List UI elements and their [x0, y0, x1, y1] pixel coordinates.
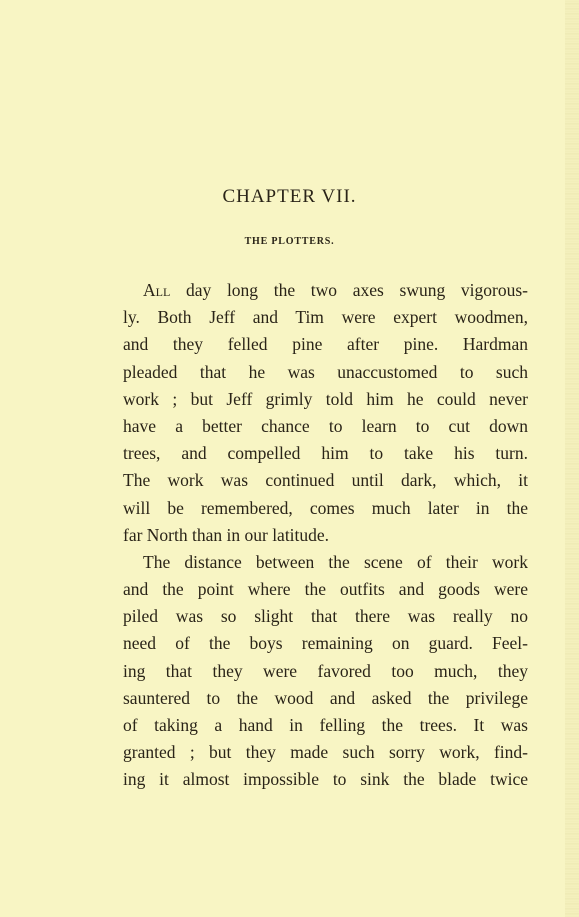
text-line: The work was continued until dark, which, it: [123, 470, 528, 491]
text-line: ly. Both Jeff and Tim were expert woodmen,: [123, 307, 528, 328]
chapter-title: CHAPTER VII.: [222, 186, 357, 207]
text-line: of taking a hand in felling the trees. It was: [123, 715, 528, 735]
text-line: ing it almost impossible to sink the blade twice: [123, 769, 528, 790]
text-line: have a better chance to learn to cut down: [123, 415, 528, 436]
text-line: far North than in our latitude.: [123, 524, 330, 545]
text-line: and the point where the outfits and goods were: [123, 579, 528, 600]
drop-word: All: [143, 280, 171, 300]
text-line: ing that they were favored too much, they: [123, 660, 528, 681]
text-line: granted ; but they made such sorry work, find-: [123, 742, 528, 763]
text-line: piled was so slight that there was really no: [123, 606, 528, 627]
chapter-subtitle: THE PLOTTERS.: [244, 236, 335, 247]
text-line: All day long the two axes swung vigorous-: [143, 280, 528, 300]
text-line: trees, and compelled him to take his turn.: [123, 443, 528, 464]
text-line: work ; but Jeff grimly told him he could never: [123, 388, 528, 409]
text-line: The distance between the scene of their work: [143, 551, 528, 572]
text-line: need of the boys remaining on guard. Feel-: [123, 633, 528, 654]
text-line: sauntered to the wood and asked the privilege: [123, 687, 528, 708]
body-text: [123, 277, 528, 794]
text-line: and they felled pine after pine. Hardman: [123, 334, 528, 355]
page-edge: [565, 0, 579, 917]
text-line: pleaded that he was unaccustomed to such: [123, 361, 528, 382]
text-line: will be remembered, comes much later in the: [123, 497, 528, 518]
